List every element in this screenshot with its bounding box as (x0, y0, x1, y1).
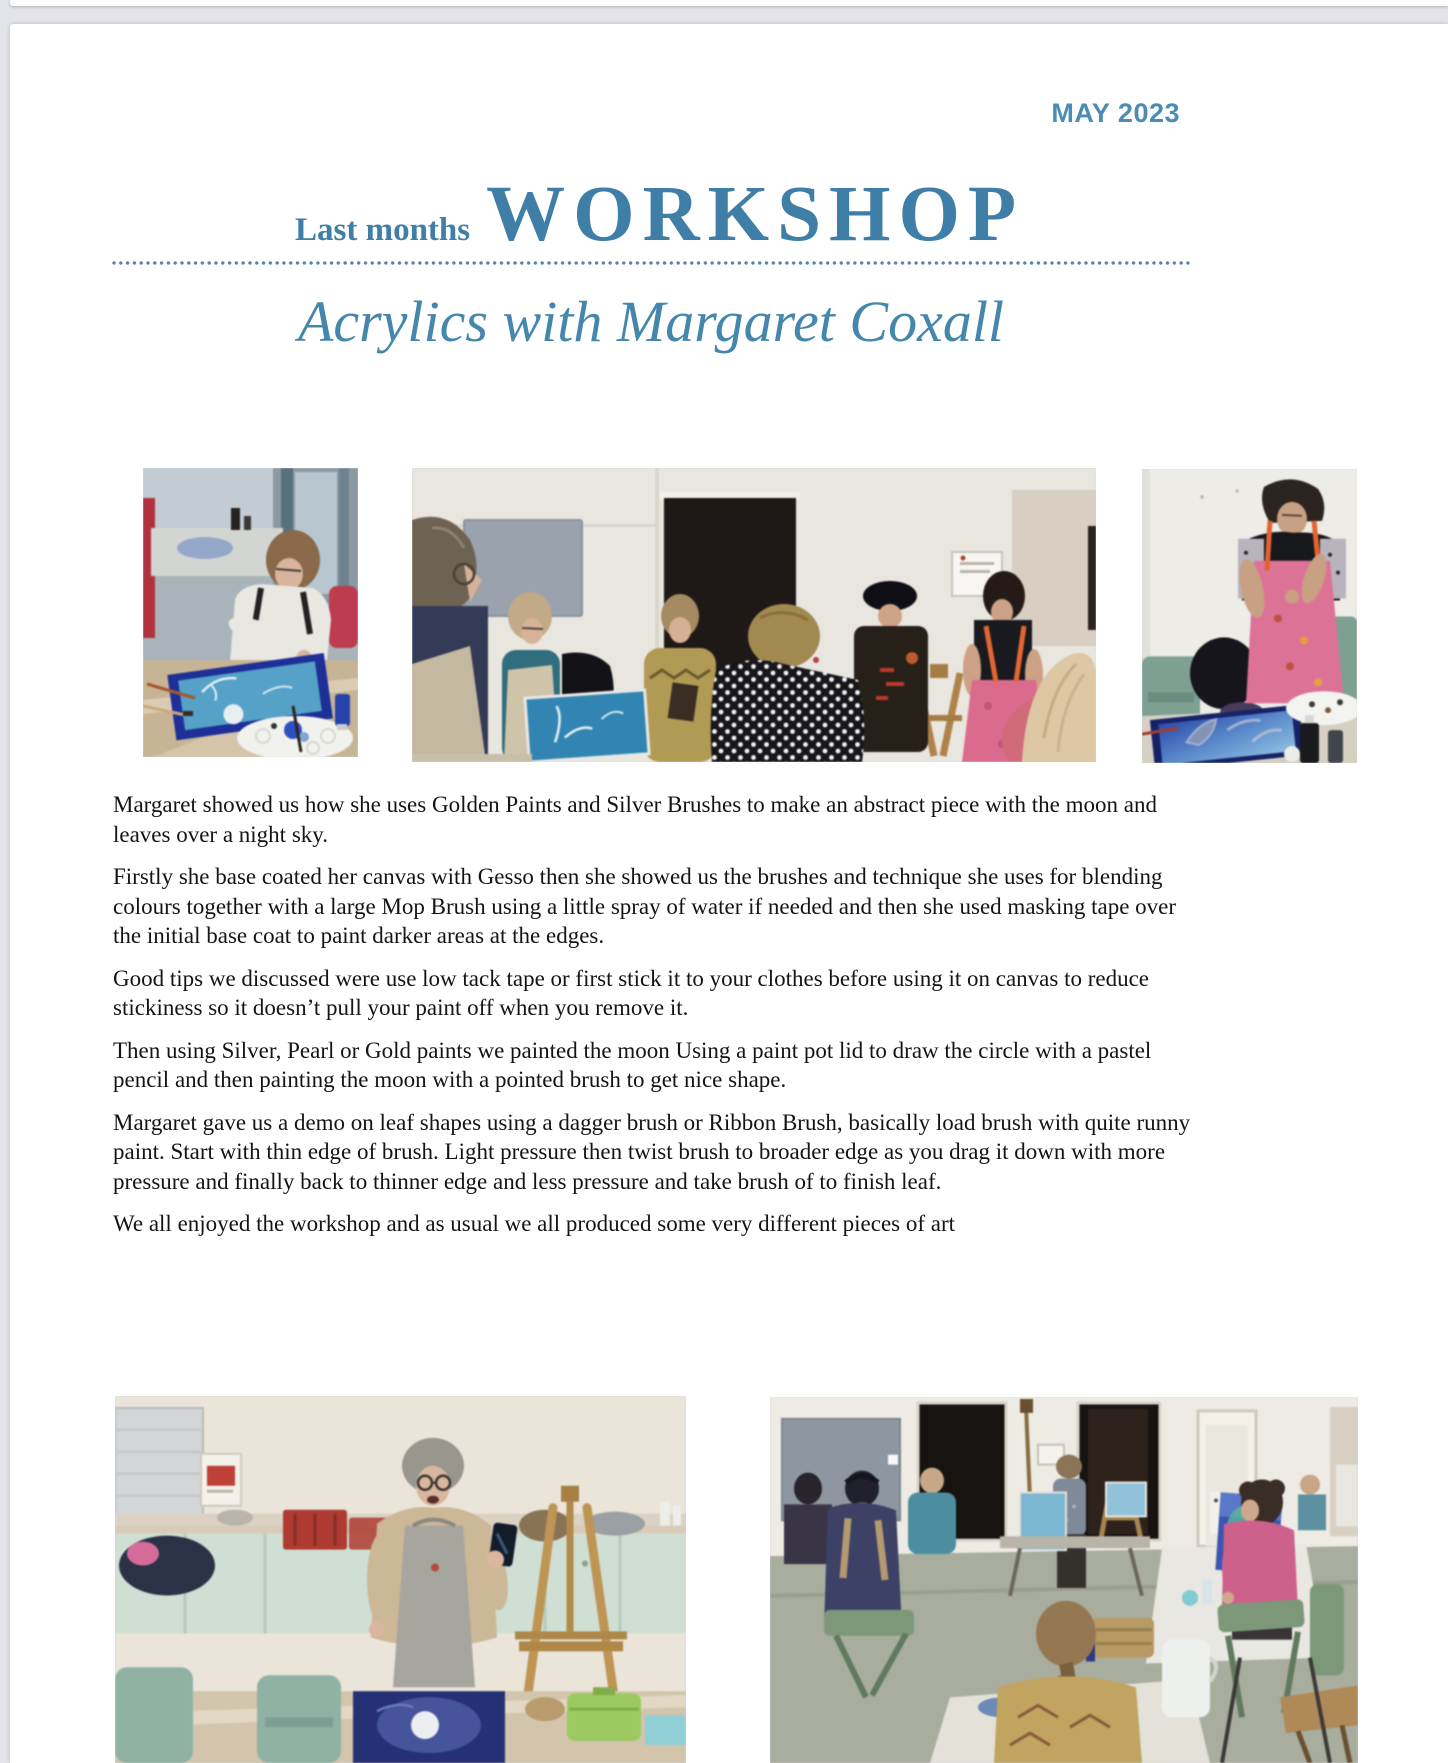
photo-woman-painting-canvas (143, 468, 358, 757)
photo-workshop-group-demo (412, 468, 1096, 762)
issue-date: MAY 2023 (1051, 98, 1180, 128)
paragraph-3: Good tips we discussed were use low tack tape or first stick it to your clothes before using it on canvas to reduce stickiness so it doesn’t pull your paint off when you remove it. (113, 965, 1150, 1020)
paragraph-1: Margaret showed us how she uses Golden Paints and Silver Brushes to make an abstract piece with the moon and leaves over a night sky. (113, 792, 1157, 847)
newsletter-page (10, 24, 1448, 1763)
dotted-divider (112, 261, 1190, 265)
previous-page-edge (10, 0, 1448, 6)
title-prefix: Last months (295, 212, 471, 248)
title-main: WORKSHOP (486, 171, 1025, 258)
paragraph-6: We all enjoyed the workshop and as usual we all produced some very different pieces of art (113, 1211, 956, 1236)
paragraph-2: Firstly she base coated her canvas with Gesso then she showed us the brushes and technique she uses for blending colours together with a large Mop Brush using a little spray of water if needed and then she used masking tape over the initial base coat to paint darker areas at the edges. (113, 864, 1177, 948)
photo-class-painting-room (770, 1397, 1358, 1763)
article-subtitle: Acrylics with Margaret Coxall (297, 289, 1005, 354)
page-title (295, 170, 1024, 260)
paragraph-5: Margaret gave us a demo on leaf shapes using a dagger brush or Ribbon Brush, basically load brush with quite runny paint. Start with thin edge of brush. Light pressure then twist brush to broader edge as you drag it down with more pressure and finally back to thinner edge and less pressure and take brush of to finish leaf. (113, 1109, 1191, 1194)
photo-smiling-woman-easel (115, 1396, 686, 1763)
photo-instructor-pink-apron (1142, 469, 1357, 763)
paragraph-4: Then using Silver, Pearl or Gold paints we painted the moon Using a paint pot lid to draw the circle with a pastel pencil and then painting the moon with a pointed brush to get nice shape. (113, 1037, 1152, 1092)
article-body (113, 790, 1193, 1252)
